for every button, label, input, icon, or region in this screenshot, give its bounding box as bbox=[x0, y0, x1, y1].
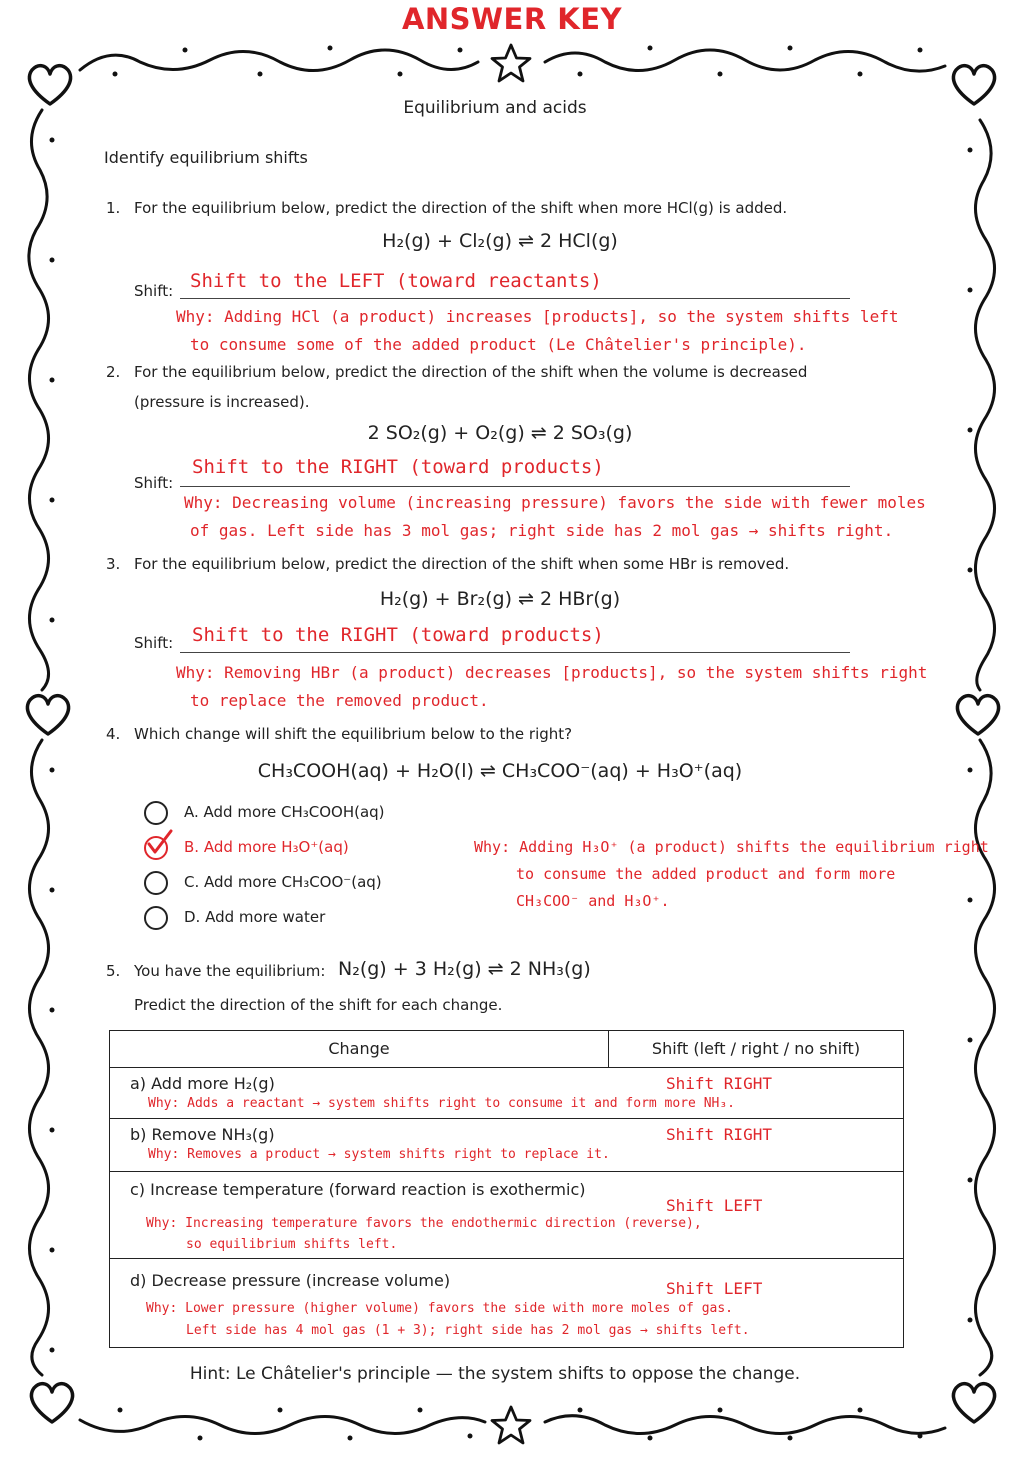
option-c-label[interactable]: C. Add more CH₃COO⁻(aq) bbox=[184, 873, 382, 891]
star-icon bbox=[488, 42, 534, 84]
option-c-radio[interactable] bbox=[144, 871, 168, 895]
question-prompt: Which change will shift the equilibrium below to the right? bbox=[134, 725, 573, 743]
shift-table bbox=[109, 1030, 904, 1348]
heart-icon bbox=[946, 1378, 1002, 1428]
question-number: 1. bbox=[106, 199, 121, 217]
question-number: 3. bbox=[106, 555, 121, 573]
question-number: 5. bbox=[106, 962, 121, 980]
question-prompt: You have the equilibrium: bbox=[134, 962, 326, 980]
answer-text: Shift to the RIGHT (toward products) bbox=[192, 456, 604, 478]
question-number: 2. bbox=[106, 363, 121, 381]
option-d-radio[interactable] bbox=[144, 906, 168, 930]
heart-icon bbox=[950, 690, 1006, 740]
shift-answer: Shift LEFT bbox=[666, 1196, 763, 1215]
explanation-line: so equilibrium shifts left. bbox=[186, 1237, 398, 1252]
star-icon bbox=[488, 1404, 534, 1446]
equation: N₂(g) + 3 H₂(g) ⇌ 2 NH₃(g) bbox=[338, 958, 591, 980]
question-2 bbox=[106, 358, 807, 387]
change-text: a) Add more H₂(g) bbox=[130, 1074, 275, 1093]
question-prompt-cont: (pressure is increased). bbox=[134, 393, 310, 411]
question-3 bbox=[106, 550, 789, 579]
shift-label: Shift: bbox=[134, 282, 174, 300]
page-title: Equilibrium and acids bbox=[403, 98, 587, 118]
table-row bbox=[110, 1259, 904, 1348]
option-b-label[interactable]: B. Add more H₃O⁺(aq) bbox=[184, 838, 349, 856]
option-a-label[interactable]: A. Add more CH₃COOH(aq) bbox=[184, 803, 385, 821]
equation: CH₃COOH(aq) + H₂O(l) ⇌ CH₃COO⁻(aq) + H₃O⁺(aq) bbox=[257, 760, 743, 782]
explanation-line: to consume some of the added product (Le Châtelier's principle). bbox=[190, 335, 807, 354]
answer-line bbox=[180, 486, 850, 487]
question-1 bbox=[106, 194, 787, 223]
question-5 bbox=[106, 957, 325, 986]
equation: 2 SO₂(g) + O₂(g) ⇌ 2 SO₃(g) bbox=[367, 422, 633, 444]
section-title: Identify equilibrium shifts bbox=[104, 148, 308, 167]
explanation-line: of gas. Left side has 3 mol gas; right side has 2 mol gas → shifts right. bbox=[190, 521, 894, 540]
shift-label: Shift: bbox=[134, 474, 174, 492]
question-prompt-cont: Predict the direction of the shift for each change. bbox=[134, 996, 503, 1014]
option-d-label[interactable]: D. Add more water bbox=[184, 908, 326, 926]
question-prompt: For the equilibrium below, predict the direction of the shift when more HCl(g) is added. bbox=[134, 199, 788, 217]
column-header: Shift (left / right / no shift) bbox=[609, 1031, 904, 1068]
explanation-line: Left side has 4 mol gas (1 + 3); right side has 2 mol gas → shifts left. bbox=[186, 1323, 750, 1338]
shift-answer: Shift RIGHT bbox=[666, 1125, 772, 1144]
explanation-line: Why: Decreasing volume (increasing pressure) favors the side with fewer moles bbox=[184, 493, 926, 512]
question-4 bbox=[106, 720, 572, 749]
explanation-line: to consume the added product and form more bbox=[516, 865, 896, 883]
answer-line bbox=[180, 298, 850, 299]
checkmark-icon bbox=[140, 828, 174, 860]
heart-icon bbox=[20, 690, 76, 740]
hint-text: Hint: Le Châtelier's principle — the system shifts to oppose the change. bbox=[189, 1364, 801, 1384]
change-text: b) Remove NH₃(g) bbox=[130, 1125, 275, 1144]
shift-label: Shift: bbox=[134, 634, 174, 652]
equation: H₂(g) + Br₂(g) ⇌ 2 HBr(g) bbox=[379, 588, 621, 610]
question-number: 4. bbox=[106, 725, 121, 743]
option-a-radio[interactable] bbox=[144, 801, 168, 825]
table-row bbox=[110, 1172, 904, 1259]
explanation-line: Why: Removing HBr (a product) decreases [products], so the system shifts right bbox=[176, 663, 928, 682]
answer-key-heading: ANSWER KEY bbox=[401, 2, 623, 36]
answer-text: Shift to the LEFT (toward reactants) bbox=[190, 270, 602, 292]
table-row bbox=[110, 1068, 904, 1119]
shift-answer: Shift LEFT bbox=[666, 1279, 763, 1298]
shift-answer: Shift RIGHT bbox=[666, 1074, 772, 1093]
equation: H₂(g) + Cl₂(g) ⇌ 2 HCl(g) bbox=[382, 230, 618, 252]
change-text: c) Increase temperature (forward reaction is exothermic) bbox=[130, 1180, 586, 1199]
question-prompt: For the equilibrium below, predict the direction of the shift when the volume is decreased bbox=[134, 363, 808, 381]
answer-text: Shift to the RIGHT (toward products) bbox=[192, 624, 604, 646]
explanation-line: Why: Adds a reactant → system shifts right to consume it and form more NH₃. bbox=[148, 1096, 735, 1111]
table-row bbox=[110, 1119, 904, 1172]
heart-icon bbox=[24, 1378, 80, 1428]
explanation-line: Why: Adding HCl (a product) increases [products], so the system shifts left bbox=[176, 307, 899, 326]
explanation-line: Why: Adding H₃O⁺ (a product) shifts the equilibrium right bbox=[474, 838, 989, 856]
explanation-line: CH₃COO⁻ and H₃O⁺. bbox=[516, 892, 670, 910]
explanation-line: Why: Increasing temperature favors the endothermic direction (reverse), bbox=[146, 1216, 702, 1231]
explanation-line: Why: Removes a product → system shifts right to replace it. bbox=[148, 1147, 610, 1162]
answer-line bbox=[180, 652, 850, 653]
question-prompt: For the equilibrium below, predict the direction of the shift when some HBr is removed. bbox=[134, 555, 790, 573]
explanation-line: Why: Lower pressure (higher volume) favors the side with more moles of gas. bbox=[146, 1301, 733, 1316]
column-header: Change bbox=[110, 1031, 609, 1068]
explanation-line: to replace the removed product. bbox=[190, 691, 489, 710]
change-text: d) Decrease pressure (increase volume) bbox=[130, 1271, 451, 1290]
